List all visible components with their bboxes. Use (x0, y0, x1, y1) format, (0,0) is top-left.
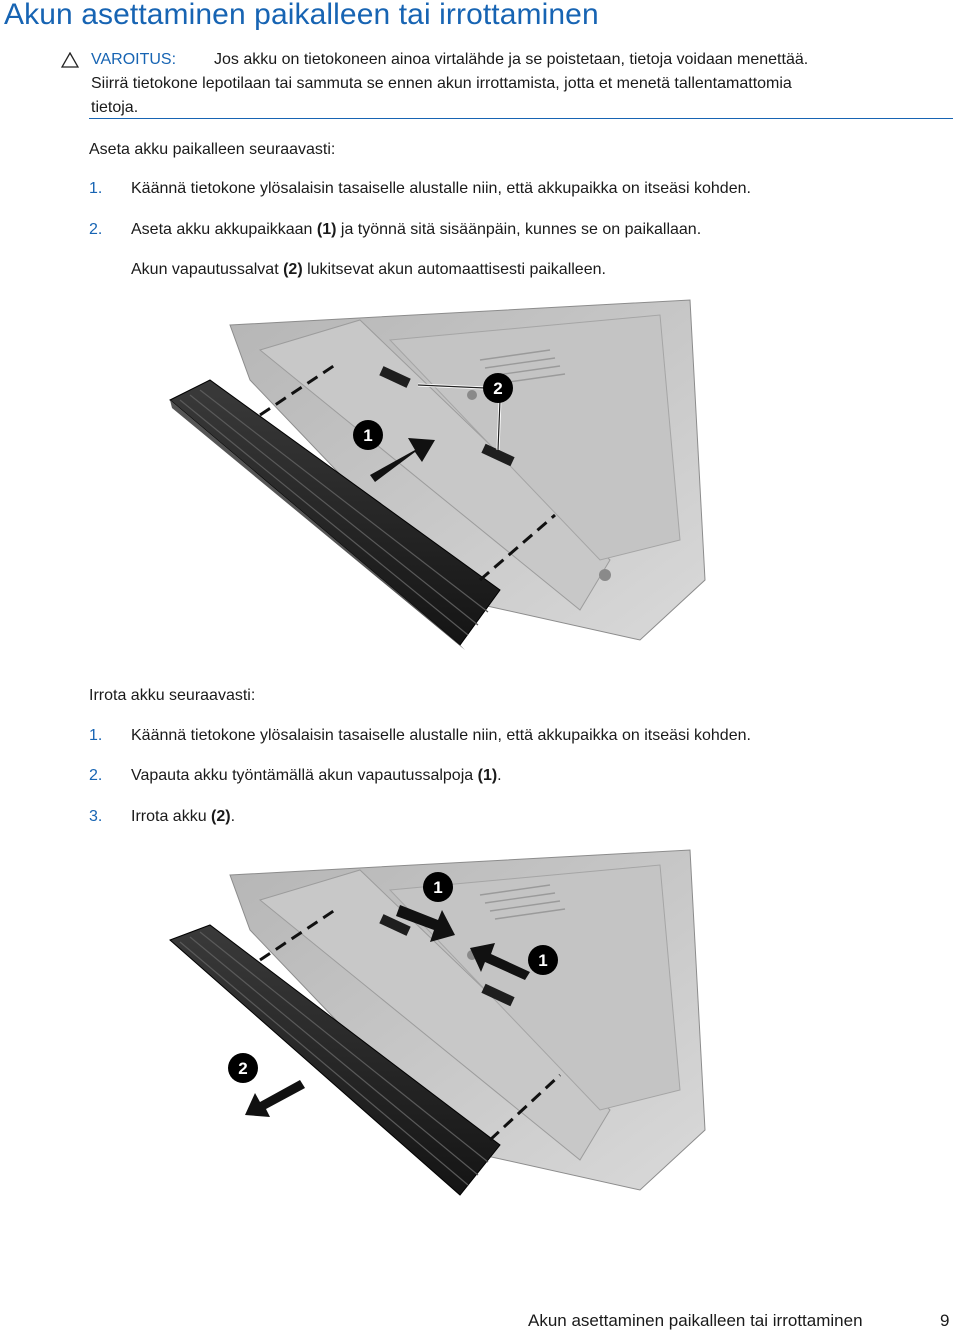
callout-2-label: 2 (493, 379, 503, 398)
footer-title: Akun asettaminen paikalleen tai irrottaminen (528, 1311, 863, 1330)
warning-text-line2: Siirrä tietokone lepotilaan tai sammuta se ennen akun irrottamista, jotta et menetä tallentamattomia (91, 75, 792, 92)
remove-step-1-number: 1. (89, 727, 103, 744)
battery-remove-illustration (160, 850, 705, 1205)
remove-intro: Irrota akku seuraavasti: (89, 687, 256, 704)
remove-step-2-text: Vapauta akku työntämällä akun vapautussalpoja (1). (131, 767, 502, 784)
warning-text-line3: tietoja. (91, 99, 139, 116)
page-number: 9 (940, 1311, 950, 1330)
remove-step-1-text: Käännä tietokone ylösalaisin tasaiselle alustalle niin, että akkupaikka on itseäsi kohden. (131, 727, 751, 744)
warning-triangle-icon (61, 52, 79, 68)
warning-text-line1: Jos akku on tietokoneen ainoa virtalähde ja se poistetaan, tietoja voidaan menettää. (214, 51, 809, 68)
callout-1b-label: 1 (538, 951, 548, 970)
insert-intro: Aseta akku paikalleen seuraavasti: (89, 141, 336, 158)
remove-step-3-number: 3. (89, 808, 103, 825)
remove-step-2-number: 2. (89, 767, 103, 784)
warning-label: VAROITUS: (91, 51, 177, 68)
callout-1a-label: 1 (433, 878, 443, 897)
insert-step-2-number: 2. (89, 221, 103, 238)
callout-1-label: 1 (363, 426, 373, 445)
callout-2-label: 2 (238, 1059, 248, 1078)
page-title: Akun asettaminen paikalleen tai irrottaminen (4, 0, 599, 31)
insert-step-1-text: Käännä tietokone ylösalaisin tasaiselle alustalle niin, että akkupaikka on itseäsi kohden. (131, 180, 751, 197)
warning-divider (89, 118, 953, 119)
battery-insert-illustration (160, 300, 705, 655)
insert-step-2-text: Aseta akku akkupaikkaan (1) ja työnnä sitä sisäänpäin, kunnes se on paikallaan. (131, 221, 702, 238)
remove-step-3-text: Irrota akku (2). (131, 808, 236, 825)
insert-step-1-number: 1. (89, 180, 103, 197)
insert-note: Akun vapautussalvat (2) lukitsevat akun automaattisesti paikalleen. (131, 261, 606, 278)
